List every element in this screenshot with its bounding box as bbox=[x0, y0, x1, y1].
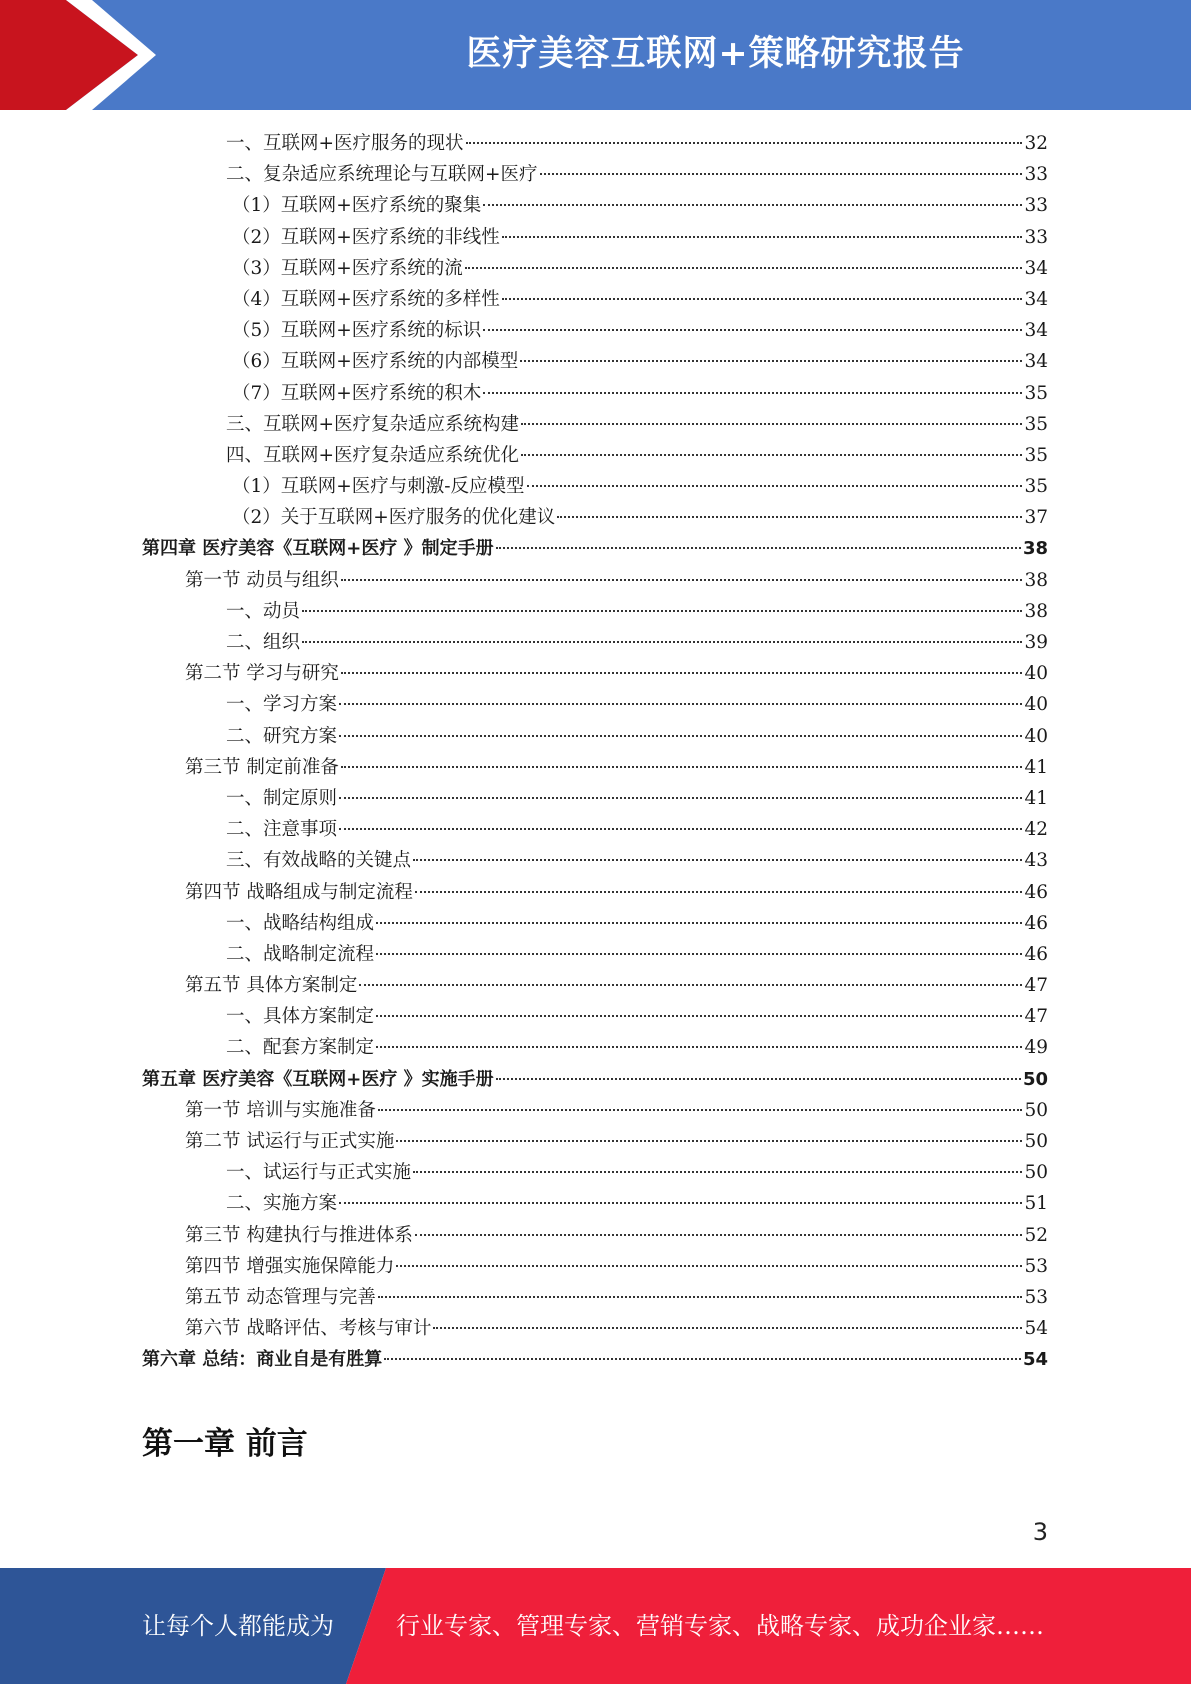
toc-entry-title: 一、互联网+医疗服务的现状 bbox=[226, 133, 464, 154]
toc-dot-leader bbox=[483, 391, 1022, 394]
toc-entry-page-number: 35 bbox=[1024, 476, 1048, 498]
toc-entry[interactable] bbox=[142, 1095, 1048, 1126]
toc-entry[interactable] bbox=[142, 190, 1048, 221]
toc-dot-leader bbox=[378, 1295, 1023, 1298]
toc-dot-leader bbox=[339, 796, 1022, 799]
toc-dot-leader bbox=[341, 578, 1023, 581]
toc-entry-page-number: 34 bbox=[1024, 320, 1048, 342]
toc-entry-title: 二、研究方案 bbox=[226, 725, 338, 747]
toc-entry[interactable] bbox=[142, 159, 1048, 190]
header-banner bbox=[0, 0, 1191, 110]
toc-entry-page-number: 33 bbox=[1024, 164, 1048, 186]
toc-entry-page-number: 33 bbox=[1024, 195, 1048, 217]
toc-entry-page-number: 52 bbox=[1024, 1224, 1048, 1246]
toc-entry-title: （4）互联网+医疗系统的多样性 bbox=[232, 288, 500, 310]
toc-dot-leader bbox=[502, 297, 1023, 300]
toc-entry-title: 第四节 增强实施保障能力 bbox=[185, 1255, 395, 1277]
toc-entry-page-number: 35 bbox=[1024, 444, 1048, 466]
toc-entry[interactable] bbox=[142, 253, 1048, 284]
toc-entry-title: 第四章 医疗美容《互联网+医疗 》制定手册 bbox=[142, 538, 494, 560]
toc-entry-page-number: 51 bbox=[1024, 1193, 1048, 1215]
toc-entry-title: 第四节 战略组成与制定流程 bbox=[185, 881, 413, 903]
toc-entry[interactable] bbox=[142, 315, 1048, 346]
toc-entry-page-number: 50 bbox=[1024, 1162, 1048, 1184]
toc-entry-title: （5）互联网+医疗系统的标识 bbox=[232, 320, 482, 342]
toc-entry-page-number: 32 bbox=[1024, 133, 1048, 154]
page-number: 3 bbox=[1032, 1518, 1048, 1546]
toc-dot-leader bbox=[359, 983, 1022, 986]
toc-dot-leader bbox=[339, 1201, 1022, 1204]
toc-entry-title: 第五章 医疗美容《互联网+医疗 》实施手册 bbox=[142, 1068, 494, 1090]
toc-entry[interactable] bbox=[142, 1001, 1048, 1032]
toc-dot-leader bbox=[396, 1264, 1022, 1267]
toc-entry-page-number: 46 bbox=[1024, 881, 1048, 903]
toc-entry-title: 一、学习方案 bbox=[226, 694, 338, 716]
toc-dot-leader bbox=[465, 266, 1023, 269]
toc-entry-title: 一、试运行与正式实施 bbox=[226, 1162, 412, 1184]
toc-entry-title: 一、战略结构组成 bbox=[226, 912, 375, 934]
toc-entry-page-number: 42 bbox=[1024, 819, 1048, 841]
toc-entry-title: 四、互联网+医疗复杂适应系统优化 bbox=[226, 444, 520, 466]
toc-entry[interactable] bbox=[142, 1064, 1048, 1095]
toc-entry[interactable] bbox=[142, 658, 1048, 689]
toc-entry[interactable] bbox=[142, 1157, 1048, 1188]
toc-dot-leader bbox=[341, 765, 1023, 768]
toc-entry[interactable] bbox=[142, 128, 1048, 159]
toc-entry-title: （1）互联网+医疗与刺激-反应模型 bbox=[232, 476, 525, 498]
toc-entry-page-number: 50 bbox=[1024, 1099, 1048, 1121]
chapter-heading: 第一章 前言 bbox=[142, 1426, 308, 1462]
toc-entry-page-number: 40 bbox=[1024, 663, 1048, 685]
toc-entry-title: 二、组织 bbox=[226, 632, 301, 653]
toc-entry[interactable] bbox=[142, 502, 1048, 533]
toc-entry-page-number: 39 bbox=[1024, 632, 1048, 653]
toc-entry-title: （2）互联网+医疗系统的非线性 bbox=[232, 226, 500, 248]
toc-dot-leader bbox=[384, 1357, 1021, 1360]
toc-entry-title: 一、制定原则 bbox=[226, 787, 338, 809]
toc-entry[interactable] bbox=[142, 627, 1048, 658]
toc-entry-page-number: 43 bbox=[1024, 850, 1048, 872]
toc-entry[interactable] bbox=[142, 845, 1048, 876]
toc-entry[interactable] bbox=[142, 378, 1048, 409]
toc-entry-page-number: 37 bbox=[1024, 507, 1048, 529]
toc-dot-leader bbox=[502, 235, 1023, 238]
toc-entry[interactable] bbox=[142, 1032, 1048, 1063]
toc-entry-page-number: 34 bbox=[1024, 257, 1048, 279]
toc-dot-leader bbox=[521, 453, 1022, 456]
toc-entry[interactable] bbox=[142, 565, 1048, 596]
toc-entry[interactable] bbox=[142, 970, 1048, 1001]
toc-entry[interactable] bbox=[142, 908, 1048, 939]
footer-slogan-left: 让每个人都能成为 bbox=[142, 1612, 334, 1640]
toc-entry-page-number: 38 bbox=[1024, 569, 1048, 591]
toc-entry[interactable] bbox=[142, 783, 1048, 814]
toc-dot-leader bbox=[415, 890, 1023, 893]
toc-dot-leader bbox=[396, 1139, 1022, 1142]
toc-dot-leader bbox=[339, 702, 1022, 705]
toc-entry-title: 第二节 试运行与正式实施 bbox=[185, 1131, 395, 1152]
toc-entry-page-number: 49 bbox=[1024, 1037, 1048, 1059]
toc-entry-title: 第六章 总结：商业自是有胜算 bbox=[142, 1349, 383, 1371]
toc-entry[interactable] bbox=[142, 1282, 1048, 1313]
toc-dot-leader bbox=[483, 328, 1022, 331]
toc-entry-title: 一、动员 bbox=[226, 600, 301, 622]
toc-dot-leader bbox=[376, 952, 1022, 955]
toc-entry-title: 第五节 具体方案制定 bbox=[185, 975, 358, 997]
toc-entry-title: 第一节 动员与组织 bbox=[185, 569, 339, 591]
toc-dot-leader bbox=[433, 1326, 1022, 1329]
toc-entry[interactable] bbox=[142, 1344, 1048, 1375]
toc-entry[interactable] bbox=[142, 440, 1048, 471]
toc-entry[interactable] bbox=[142, 689, 1048, 720]
toc-entry-title: 二、战略制定流程 bbox=[226, 943, 375, 965]
toc-dot-leader bbox=[466, 141, 1023, 144]
toc-dot-leader bbox=[496, 1077, 1021, 1080]
toc-entry[interactable] bbox=[142, 1220, 1048, 1251]
toc-entry-page-number: 46 bbox=[1024, 943, 1048, 965]
footer-banner bbox=[0, 1568, 1191, 1684]
header-red-chevron bbox=[0, 0, 138, 110]
toc-dot-leader bbox=[378, 1108, 1023, 1111]
toc-dot-leader bbox=[521, 422, 1022, 425]
toc-dot-leader bbox=[540, 172, 1023, 175]
toc-entry-title: 第一节 培训与实施准备 bbox=[185, 1099, 376, 1121]
toc-entry-page-number: 38 bbox=[1022, 538, 1048, 560]
toc-dot-leader bbox=[520, 359, 1022, 362]
toc-entry[interactable] bbox=[142, 939, 1048, 970]
document-title: 医疗美容互联网+策略研究报告 bbox=[466, 34, 965, 74]
toc-dot-leader bbox=[483, 203, 1022, 206]
toc-dot-leader bbox=[413, 858, 1022, 861]
toc-entry-page-number: 54 bbox=[1024, 1318, 1048, 1340]
toc-entry-title: （7）互联网+医疗系统的积木 bbox=[232, 382, 482, 404]
table-of-contents bbox=[142, 128, 1048, 1376]
toc-entry-title: （1）互联网+医疗系统的聚集 bbox=[232, 195, 482, 217]
toc-dot-leader bbox=[415, 1233, 1023, 1236]
toc-dot-leader bbox=[376, 1014, 1022, 1017]
toc-entry[interactable] bbox=[142, 1188, 1048, 1219]
toc-dot-leader bbox=[339, 827, 1022, 830]
toc-dot-leader bbox=[376, 921, 1022, 924]
toc-entry-title: 二、实施方案 bbox=[226, 1193, 338, 1215]
toc-entry-page-number: 47 bbox=[1024, 1006, 1048, 1028]
toc-entry[interactable] bbox=[142, 471, 1048, 502]
toc-entry[interactable] bbox=[142, 409, 1048, 440]
toc-entry-page-number: 47 bbox=[1024, 975, 1048, 997]
toc-dot-leader bbox=[376, 1045, 1022, 1048]
toc-entry[interactable] bbox=[142, 533, 1048, 564]
toc-entry-title: （6）互联网+医疗系统的内部模型 bbox=[232, 351, 519, 373]
toc-dot-leader bbox=[496, 546, 1021, 549]
toc-entry-title: 三、有效战略的关键点 bbox=[226, 850, 412, 872]
footer-slogan-right: 行业专家、管理专家、营销专家、战略专家、成功企业家…… bbox=[396, 1612, 1044, 1640]
toc-entry-page-number: 34 bbox=[1024, 351, 1048, 373]
toc-entry-page-number: 33 bbox=[1024, 226, 1048, 248]
toc-entry-page-number: 54 bbox=[1022, 1349, 1048, 1371]
toc-entry-page-number: 46 bbox=[1024, 912, 1048, 934]
toc-entry[interactable] bbox=[142, 1251, 1048, 1282]
toc-entry-title: 第三节 制定前准备 bbox=[185, 756, 339, 778]
toc-dot-leader bbox=[527, 484, 1023, 487]
toc-entry[interactable] bbox=[142, 222, 1048, 253]
toc-dot-leader bbox=[302, 609, 1022, 612]
toc-entry-title: 二、配套方案制定 bbox=[226, 1037, 375, 1059]
toc-entry[interactable] bbox=[142, 346, 1048, 377]
toc-entry[interactable] bbox=[142, 596, 1048, 627]
toc-entry[interactable] bbox=[142, 1313, 1048, 1344]
toc-entry[interactable] bbox=[142, 877, 1048, 908]
toc-entry[interactable] bbox=[142, 814, 1048, 845]
toc-entry-page-number: 40 bbox=[1024, 725, 1048, 747]
toc-entry-title: 一、具体方案制定 bbox=[226, 1006, 375, 1028]
toc-entry-page-number: 41 bbox=[1024, 756, 1048, 778]
toc-entry-title: （2）关于互联网+医疗服务的优化建议 bbox=[232, 507, 556, 529]
toc-entry-page-number: 53 bbox=[1024, 1255, 1048, 1277]
toc-entry-page-number: 41 bbox=[1024, 787, 1048, 809]
toc-entry-title: 二、注意事项 bbox=[226, 819, 338, 841]
toc-entry[interactable] bbox=[142, 721, 1048, 752]
toc-entry[interactable] bbox=[142, 752, 1048, 783]
toc-entry-title: 第五节 动态管理与完善 bbox=[185, 1286, 376, 1308]
toc-dot-leader bbox=[557, 515, 1022, 518]
toc-entry-page-number: 38 bbox=[1024, 600, 1048, 622]
toc-entry-page-number: 35 bbox=[1024, 413, 1048, 435]
toc-entry-title: 二、复杂适应系统理论与互联网+医疗 bbox=[226, 164, 538, 186]
toc-entry-page-number: 35 bbox=[1024, 382, 1048, 404]
toc-entry-title: 第三节 构建执行与推进体系 bbox=[185, 1224, 413, 1246]
toc-dot-leader bbox=[413, 1170, 1022, 1173]
toc-entry-page-number: 53 bbox=[1024, 1286, 1048, 1308]
toc-entry-title: 第六节 战略评估、考核与审计 bbox=[185, 1318, 432, 1340]
toc-entry[interactable] bbox=[142, 284, 1048, 315]
toc-dot-leader bbox=[302, 640, 1022, 643]
toc-entry-title: 第二节 学习与研究 bbox=[185, 663, 339, 685]
toc-entry-title: 三、互联网+医疗复杂适应系统构建 bbox=[226, 413, 520, 435]
toc-entry-page-number: 50 bbox=[1022, 1068, 1048, 1090]
toc-entry[interactable] bbox=[142, 1126, 1048, 1157]
toc-dot-leader bbox=[341, 671, 1023, 674]
toc-entry-title: （3）互联网+医疗系统的流 bbox=[232, 257, 463, 279]
toc-entry-page-number: 40 bbox=[1024, 694, 1048, 716]
toc-dot-leader bbox=[339, 734, 1022, 737]
toc-entry-page-number: 50 bbox=[1024, 1131, 1048, 1152]
toc-entry-page-number: 34 bbox=[1024, 288, 1048, 310]
